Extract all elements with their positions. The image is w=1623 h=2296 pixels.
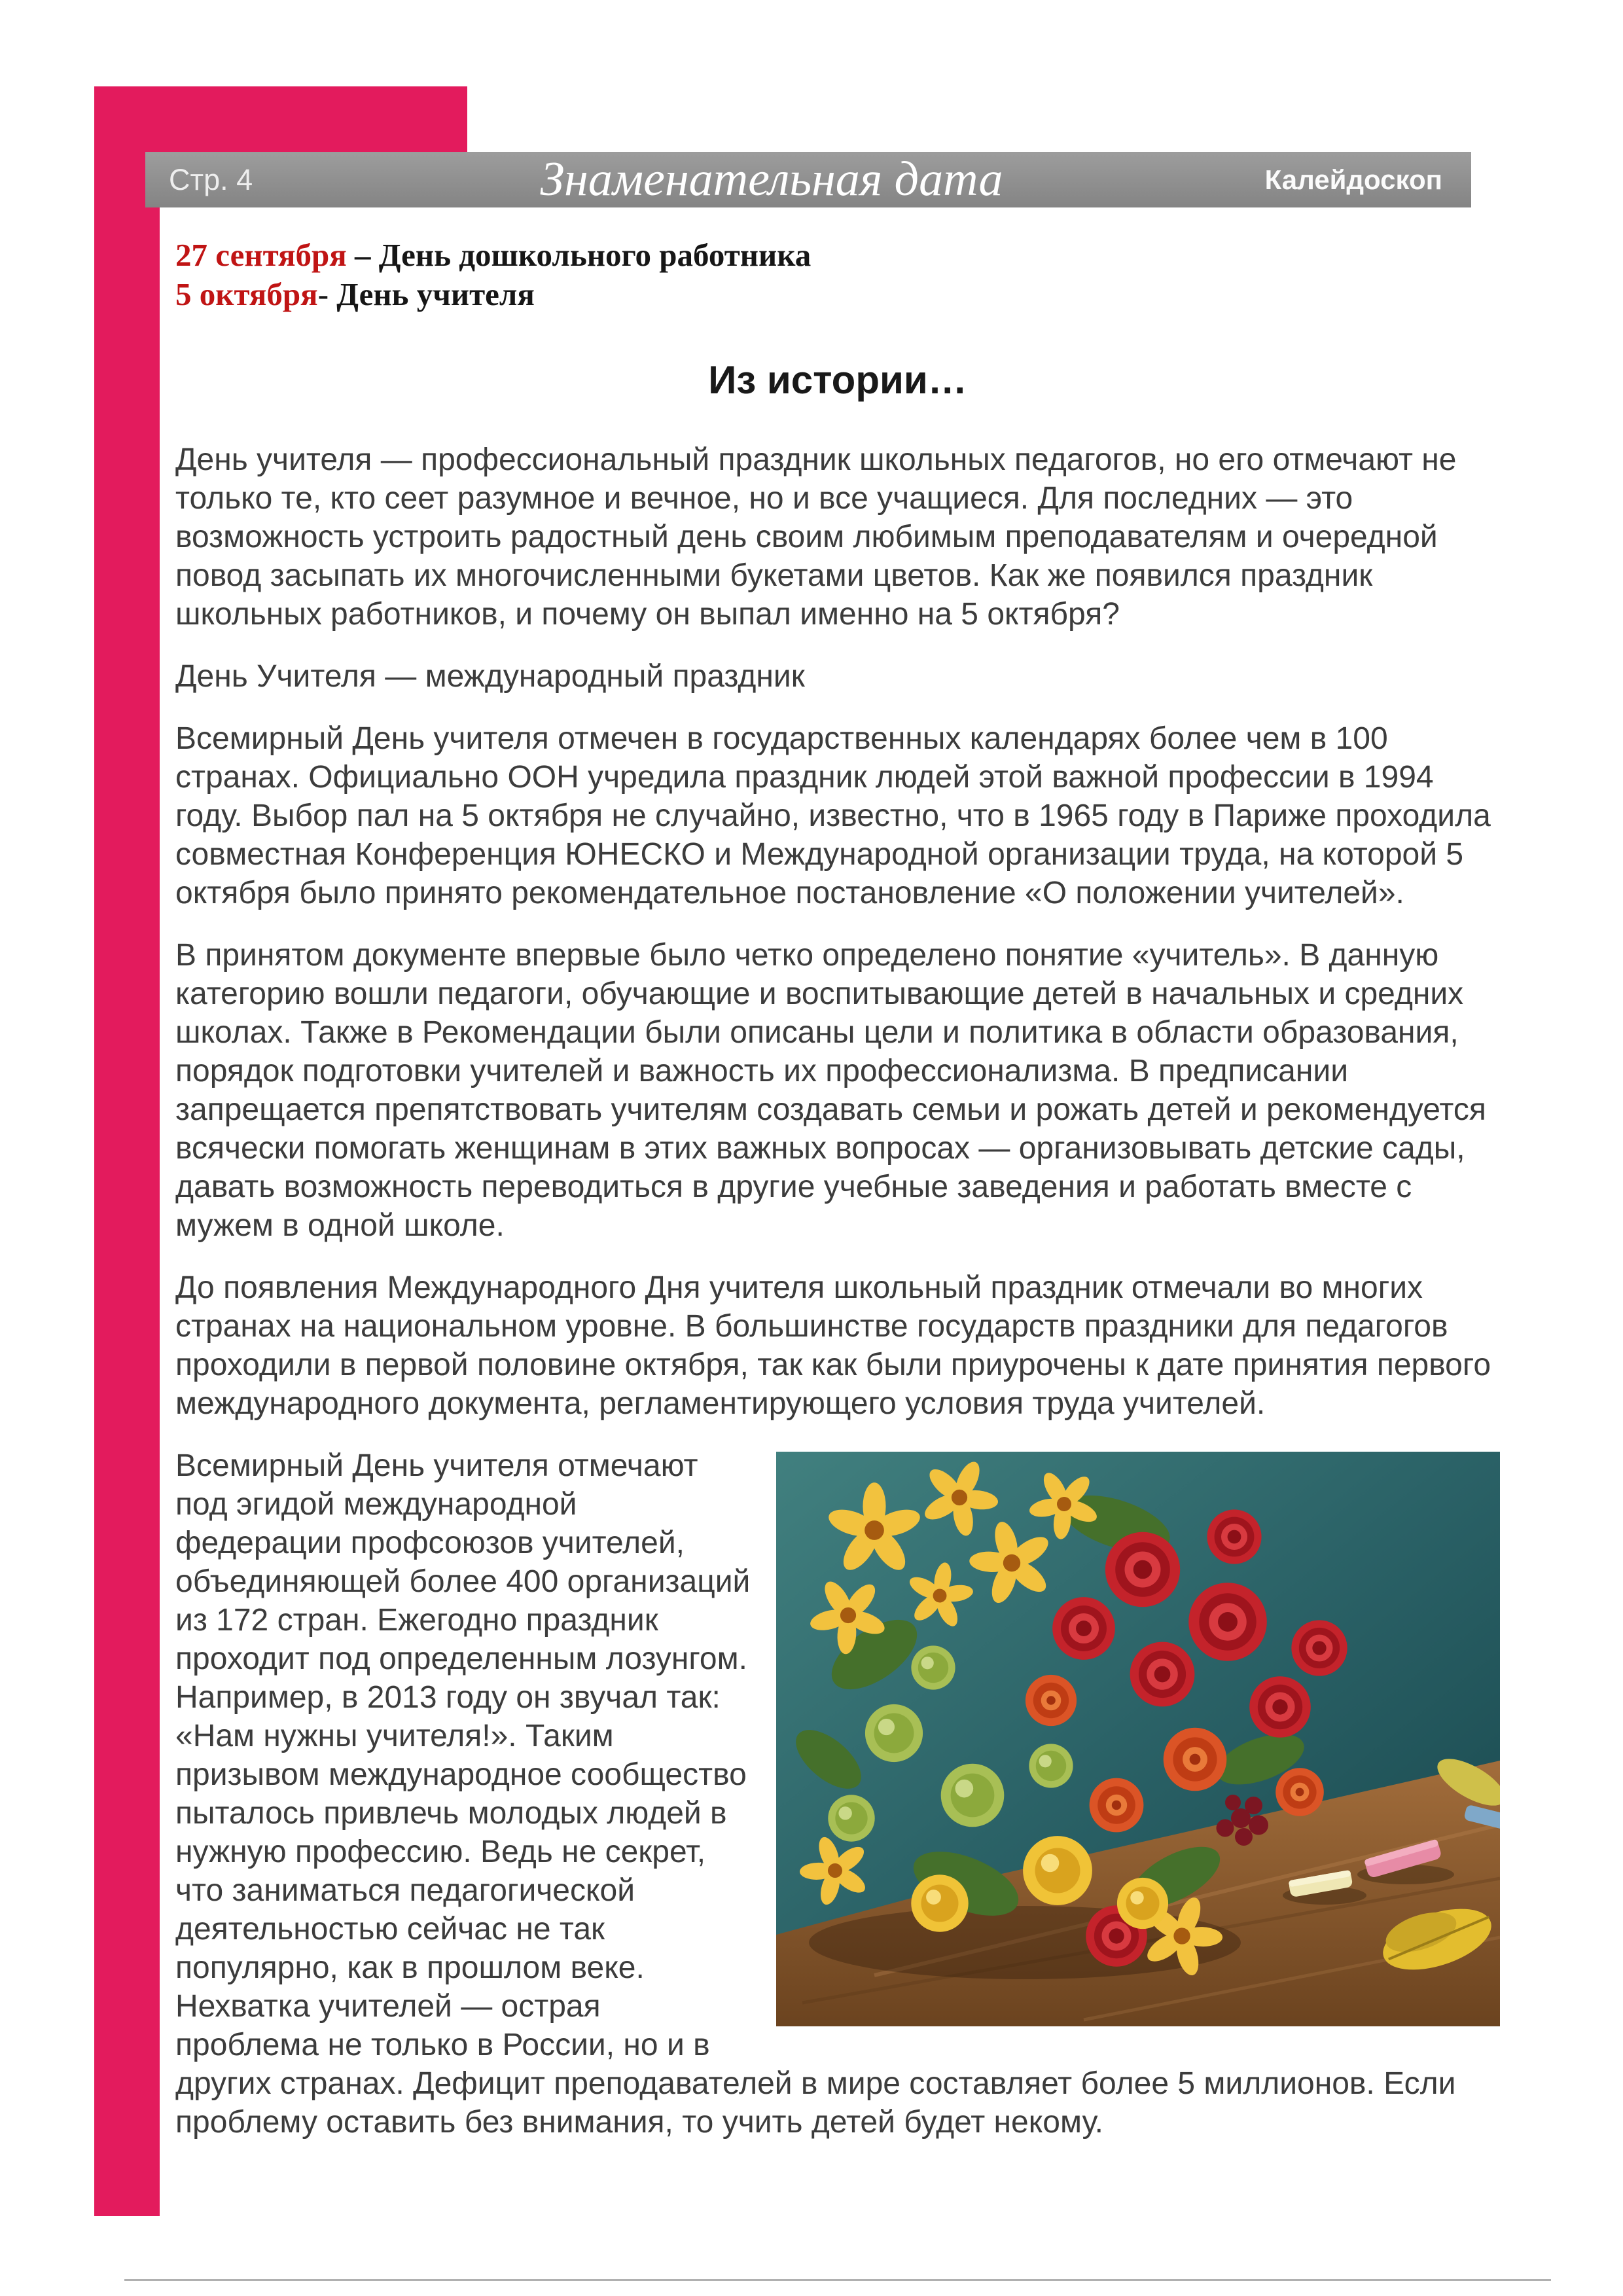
date-separator: -	[317, 276, 337, 312]
dates-block	[175, 236, 1500, 314]
section-header-title: Знаменательная дата	[540, 152, 1003, 206]
date-holiday-label: День учителя	[336, 276, 535, 312]
accent-stripe	[94, 86, 160, 2216]
body-paragraph: День учителя — профессиональный праздник школьных педагогов, но его отмечают не только те, кто сеет разумное и вечное, но и все учащиеся. Для последних — это возможность устроить радостный день своим любимым преподавателям и очередной повод засыпать их многочисленными букетами цветов. Как же появился праздник школьных работников, и почему он выпал именно на 5 октября?	[175, 442, 1457, 632]
date-value: 27 сентября	[175, 237, 347, 273]
date-value: 5 октября	[175, 276, 318, 312]
body-paragraph: Всемирный День учителя отмечен в государственных календарях более чем в 100 странах. Официально ООН учредила праздник людей этой важной профессии в 1994 году. Выбор пал на 5 октября не случайно, известно, что в 1965 году в Париже проходила совместная Конференция ЮНЕСКО и Международной организации труда, на которой 5 октября было принято рекомендательное постановление «О положении учителей».	[175, 721, 1491, 910]
date-line-1	[175, 236, 1500, 275]
date-line-2	[175, 275, 1500, 314]
bouquet-and-chalk-photo	[776, 1452, 1500, 2026]
body-paragraph: В принятом документе впервые было четко определено понятие «учитель». В данную категорию вошли педагоги, обучающие и воспитывающие детей в начальных и средних школах. Также в Рекомендации были описаны цели и политика в области образования, порядок подготовки учителей и важность их профессионализма. В предписании запрещается препятствовать учителям создавать семьи и рожать детей и рекомендуется всячески помогать женщинам в этих важных вопросах — организовывать детские сады, давать возможность переводиться в другие учебные заведения и работать вместе с мужем в одной школе.	[175, 938, 1486, 1243]
photo-paragraph	[175, 1446, 1500, 2142]
content-paper	[160, 207, 1516, 2216]
body-paragraph: До появления Международного Дня учителя школьный праздник отмечали во многих странах на национальном уровне. В большинстве государств праздники для педагогов проходили в первой половине октября, так как были приурочены к дате принятия первого международного документа, регламентирующего условия труда учителей.	[175, 1270, 1491, 1421]
bottom-rule	[124, 2279, 1551, 2281]
article-title: Из истории…	[708, 358, 967, 402]
page-number-label: Стр. 4	[169, 163, 253, 196]
newsletter-brand: Калейдоскоп	[1264, 164, 1442, 195]
date-separator: –	[346, 237, 379, 273]
photo-paragraph-text: Всемирный День учителя отмечают под эгидой международной федерации профсоюзов учителей, объединяющей более 400 организаций из 172 стран. Ежегодно праздник проходит под определенным лозунгом. Например, в 2013 году он звучал так: «Нам нужны учителя!». Таким призывом международное сообщество пыталось привлечь молодых людей в нужную профессию. Ведь не секрет, что заниматься педагогической деятельностью сейчас не так популярно, как в прошлом веке. Нехватка учителей — острая проблема не только в России, но и в других странах. Дефицит преподавателей в мире составляет более 5 миллионов. Если проблему оставить без внимания, то учить детей будет некому.	[175, 1448, 1456, 2140]
header-bar	[145, 152, 1471, 207]
body-paragraph: День Учителя — международный праздник	[175, 659, 805, 694]
date-holiday-label: День дошкольного работника	[378, 237, 812, 273]
